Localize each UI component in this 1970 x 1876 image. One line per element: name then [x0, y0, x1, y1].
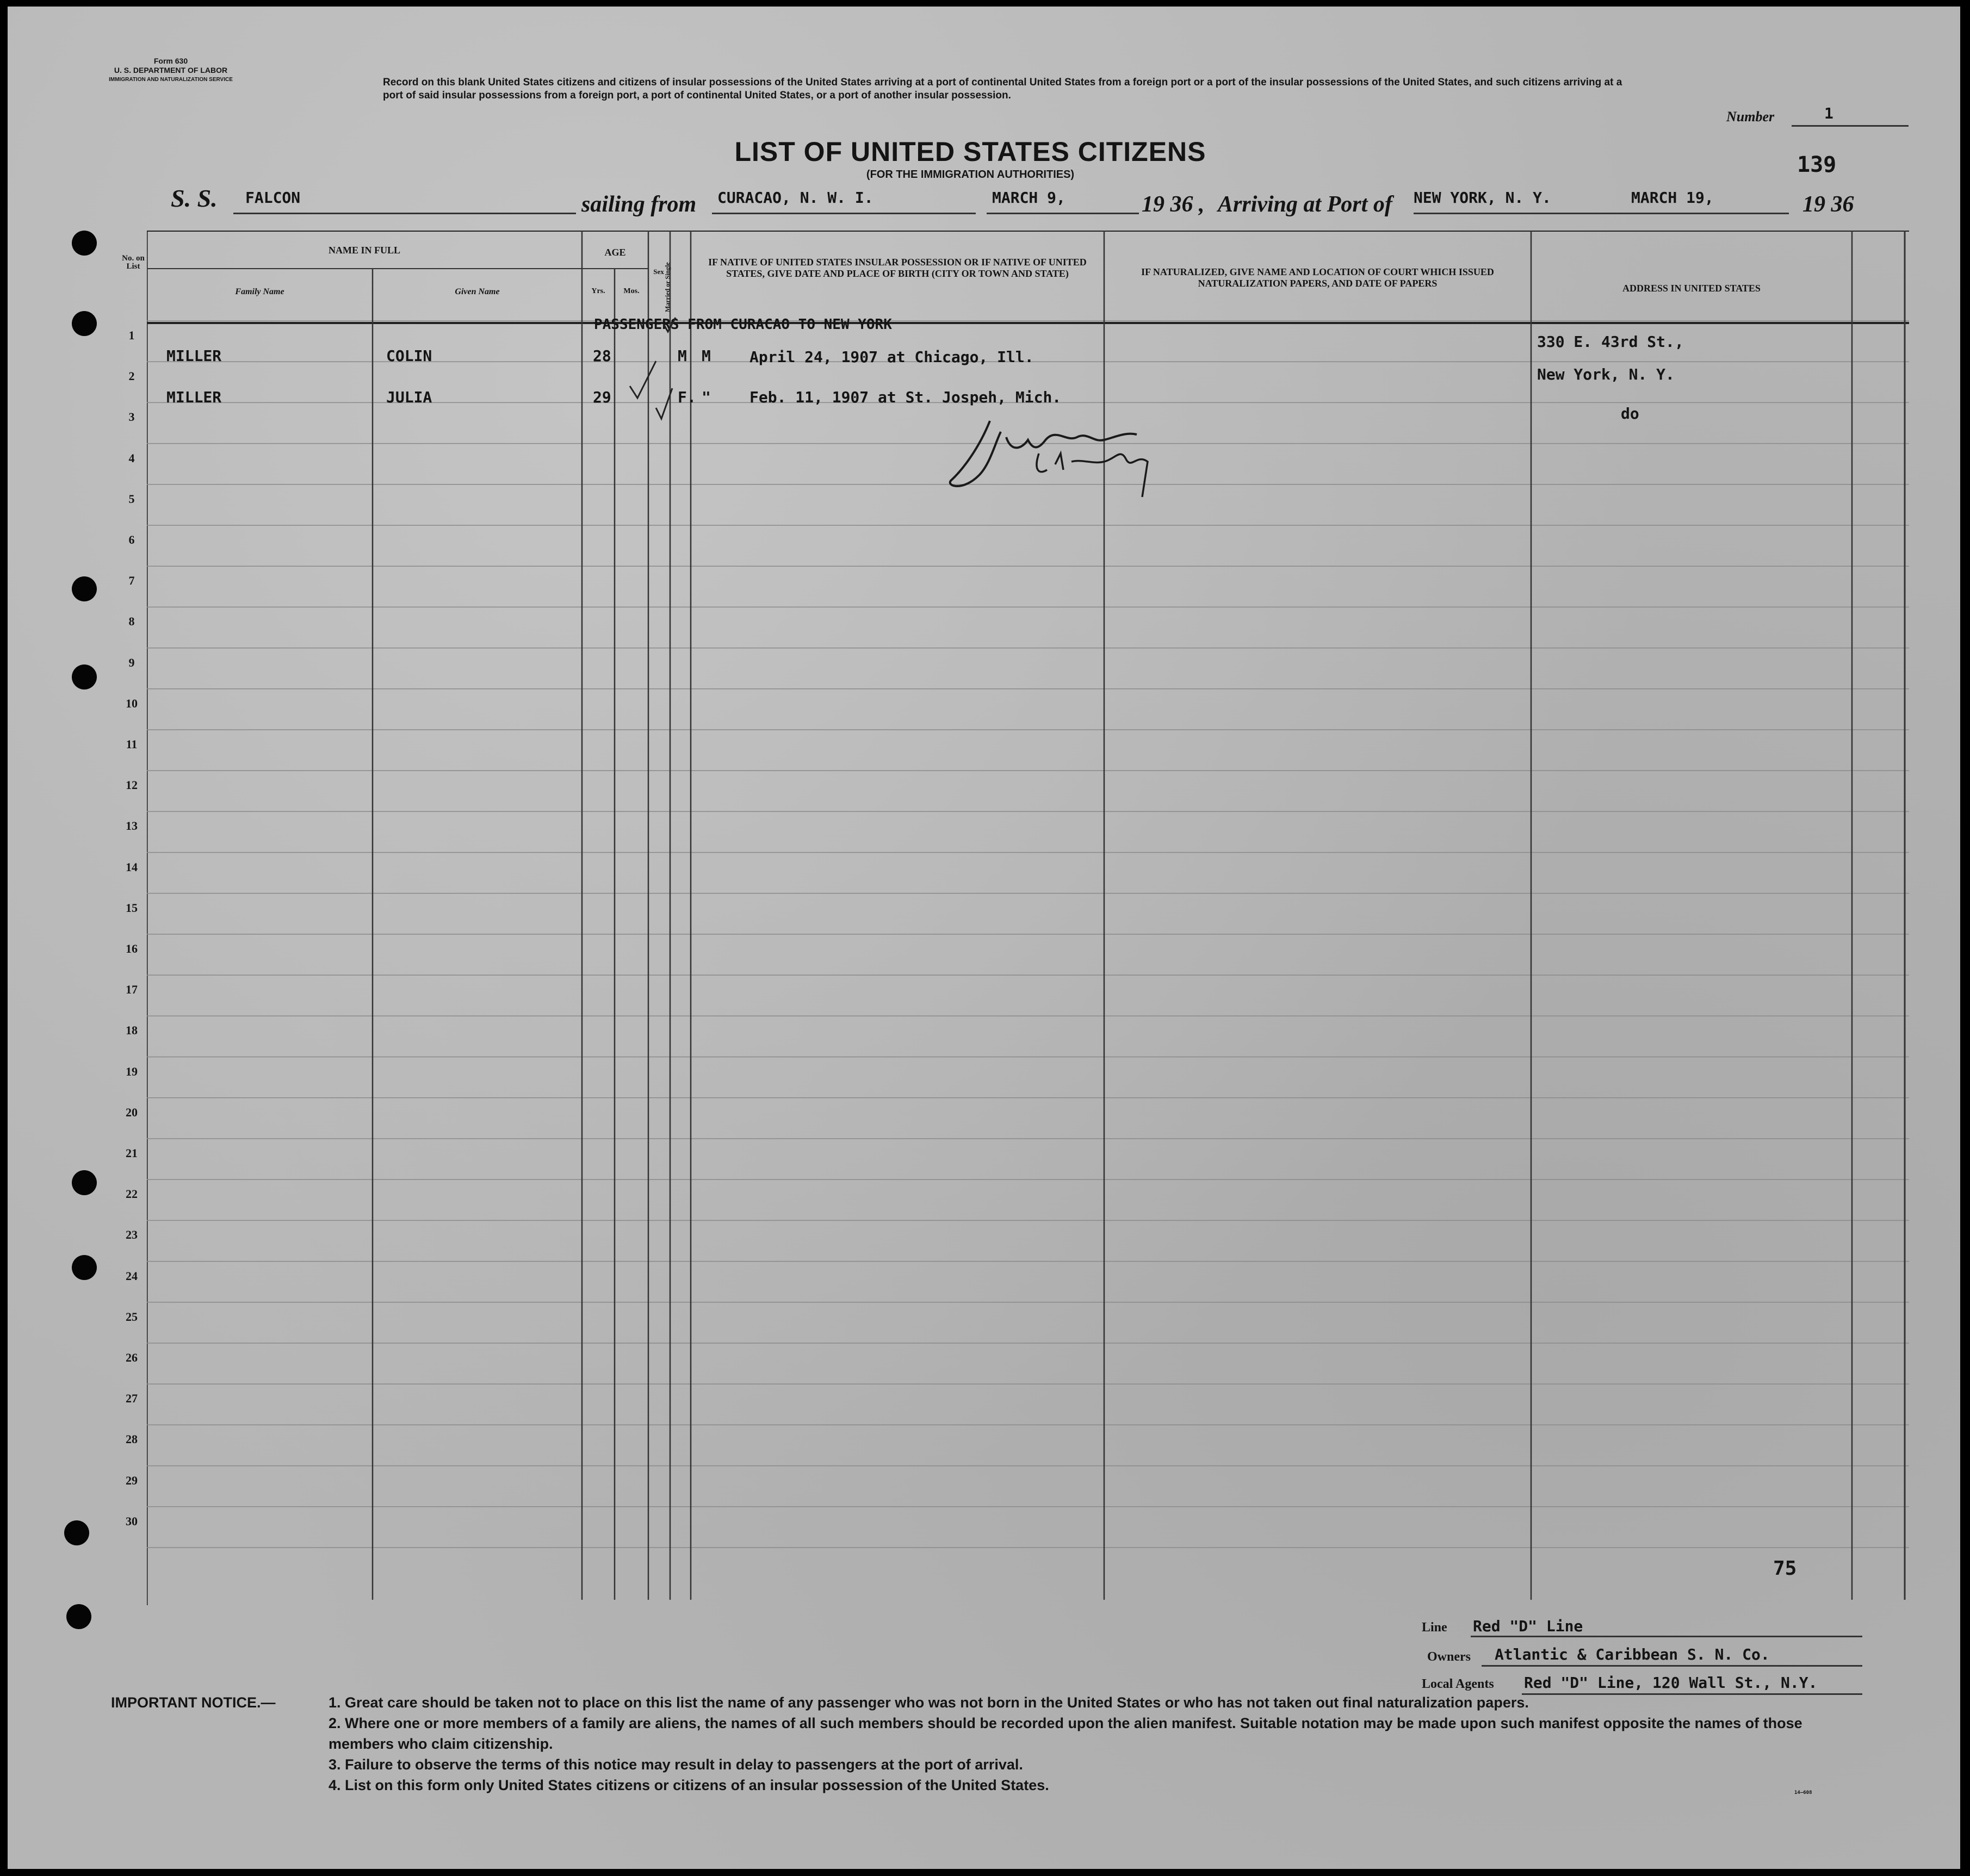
- number-field: [1792, 104, 1909, 127]
- row-number: 4: [128, 451, 135, 465]
- row-number: 25: [126, 1309, 138, 1324]
- form-subtitle: (FOR THE IMMIGRATION AUTHORITIES): [866, 169, 1075, 181]
- form-identification: [89, 57, 252, 84]
- family-name-cell: MILLER: [166, 347, 222, 365]
- notice-item-3: 3. Failure to observe the terms of this notice may result in delay to passengers at the port of arrival.: [329, 1756, 1023, 1773]
- departure-port-field: [712, 189, 976, 214]
- row-number: 15: [126, 900, 138, 915]
- check-marks: [625, 312, 685, 426]
- arrival-year: 19 36: [1802, 192, 1854, 217]
- punch-hole: [64, 1520, 89, 1545]
- number-label: Number: [1726, 109, 1775, 125]
- line-value: Red "D" Line: [1473, 1617, 1583, 1635]
- notice-heading: IMPORTANT NOTICE.—: [111, 1694, 276, 1711]
- department-line: U. S. DEPARTMENT OF LABOR: [114, 66, 228, 74]
- manifest-table: [122, 231, 1909, 1611]
- punch-hole: [66, 1604, 91, 1629]
- local-agents-label: Local Agents: [1422, 1677, 1494, 1691]
- sailing-from-label: sailing from: [581, 192, 697, 217]
- notice-item-1: 1. Great care should be taken not to place on this list the name of any passenger who was not born in the United States or who has not taken out final naturalization papers.: [329, 1694, 1529, 1711]
- punch-hole: [72, 1170, 97, 1195]
- number-value: 1: [1824, 104, 1833, 122]
- row-number: 9: [128, 655, 135, 669]
- departure-port: CURACAO, N. W. I.: [717, 189, 874, 207]
- row-number: 22: [126, 1187, 138, 1201]
- header-given-name: Given Name: [455, 287, 500, 296]
- header-address: ADDRESS IN UNITED STATES: [1622, 283, 1761, 294]
- row-number: 5: [128, 492, 135, 506]
- header-family-name: Family Name: [235, 287, 284, 296]
- notice-item-4: 4. List on this form only United States citizens or citizens of an insular possession of the United States.: [329, 1777, 1049, 1793]
- age-years-cell: 29: [593, 388, 611, 406]
- row-number: 24: [126, 1269, 138, 1283]
- vessel-field: [233, 189, 576, 214]
- owners-value: Atlantic & Caribbean S. N. Co.: [1495, 1645, 1770, 1663]
- row-number: 18: [126, 1023, 138, 1038]
- passenger-section-note: PASSENGERS FROM CURACAO TO NEW YORK: [594, 316, 892, 333]
- notice-item-2: 2. Where one or more members of a family are aliens, the names of all such members should be recorded upon the alien manifest. Suitable notation may be made upon such manifest opposite the names of those members who claim citizenship.: [329, 1715, 1802, 1752]
- row-number: 2: [128, 369, 135, 383]
- marital-status-cell: ": [702, 388, 711, 406]
- row-number: 17: [126, 983, 138, 997]
- birth-info-cell: Feb. 11, 1907 at St. Jospeh, Mich.: [749, 388, 1062, 406]
- line-field: [1471, 1618, 1862, 1637]
- row-number: 7: [128, 574, 135, 588]
- service-line: IMMIGRATION AND NATURALIZATION SERVICE: [109, 77, 233, 83]
- owners-field: [1482, 1647, 1862, 1667]
- line-label: Line: [1422, 1620, 1447, 1635]
- row-number: 30: [126, 1514, 138, 1528]
- row-number: 14: [126, 860, 138, 874]
- row-number: 8: [128, 614, 135, 629]
- manifest-page: [8, 7, 1960, 1869]
- punch-hole: [72, 1255, 97, 1280]
- inspector-signature: [946, 410, 1175, 519]
- header-naturalization: IF NATURALIZED, GIVE NAME AND LOCATION OF COURT WHICH ISSUED NATURALIZATION PAPERS, AND DATE OF PAPERS: [1141, 266, 1494, 289]
- header-number-on-list: No. on List: [122, 254, 145, 271]
- punch-hole: [72, 231, 97, 256]
- ss-label: S. S.: [171, 184, 218, 212]
- form-instructions: Record on this blank United States citizens and citizens of insular possessions of the United States arriving at a port of continental United States from a foreign port or a port of the insular possessions of the United States, and such citizens arriving at a port of said insular possessions from a foreign port, a port of continental United States, or a port of another insular possession.: [383, 77, 1622, 101]
- punch-hole: [72, 664, 97, 689]
- age-years-cell: 28: [593, 347, 611, 365]
- departure-date-field: [987, 189, 1139, 214]
- marital-status-cell: M: [702, 347, 711, 365]
- address-line-1: 330 E. 43rd St.,: [1537, 333, 1684, 351]
- header-months: Mos.: [623, 287, 640, 295]
- row-number: 16: [126, 942, 138, 955]
- address-ditto: do: [1621, 405, 1639, 423]
- arriving-label: Arriving at Port of: [1218, 192, 1392, 217]
- row-number: 23: [126, 1228, 138, 1242]
- vessel-name: FALCON: [245, 189, 301, 207]
- row-number: 10: [126, 696, 138, 710]
- punch-hole: [72, 311, 97, 336]
- address-line-2: New York, N. Y.: [1537, 365, 1675, 383]
- form-title: LIST OF UNITED STATES CITIZENS: [734, 136, 1206, 167]
- page-count-note: 75: [1773, 1557, 1797, 1580]
- header-age: AGE: [604, 247, 626, 258]
- given-name-cell: JULIA: [386, 388, 432, 406]
- stamp-number: 139: [1797, 152, 1837, 177]
- arrival-port: NEW YORK, N. Y.: [1414, 189, 1551, 207]
- row-number: 13: [126, 819, 138, 833]
- sex-cell: F.: [678, 388, 696, 406]
- row-number: 3: [128, 410, 135, 424]
- row-number: 28: [126, 1432, 138, 1446]
- sex-cell: M: [678, 347, 687, 365]
- header-sex: Sex: [653, 268, 664, 276]
- local-agents-value: Red "D" Line, 120 Wall St., N.Y.: [1524, 1674, 1818, 1692]
- departure-year: 19 36 ,: [1142, 192, 1205, 217]
- header-married-or-single: Married or Single: [664, 262, 671, 312]
- row-number: 27: [126, 1392, 138, 1406]
- header-name-in-full: NAME IN FULL: [328, 245, 400, 256]
- arrival-date: MARCH 19,: [1631, 189, 1714, 207]
- row-number: 20: [126, 1105, 138, 1119]
- row-number: 11: [126, 737, 138, 751]
- row-number: 19: [126, 1064, 138, 1078]
- arrival-field: [1414, 189, 1789, 214]
- given-name-cell: COLIN: [386, 347, 432, 365]
- row-number: 29: [126, 1473, 138, 1487]
- row-number: 12: [126, 778, 138, 792]
- row-number: 1: [128, 328, 135, 342]
- birth-info-cell: April 24, 1907 at Chicago, Ill.: [749, 348, 1034, 366]
- row-number: 26: [126, 1351, 138, 1364]
- row-number: 21: [126, 1146, 138, 1160]
- punch-hole: [72, 576, 97, 601]
- header-years: Yrs.: [591, 287, 605, 295]
- print-code: 14—608: [1794, 1790, 1812, 1796]
- table-row: [147, 388, 1909, 410]
- family-name-cell: MILLER: [166, 388, 222, 406]
- header-birth-info: IF NATIVE OF UNITED STATES INSULAR POSSESSION OR IF NATIVE OF UNITED STATES, GIVE DATE AND PLACE OF BIRTH (CITY OR TOWN AND STATE): [708, 257, 1087, 279]
- owners-label: Owners: [1427, 1650, 1471, 1664]
- form-number: Form 630: [153, 57, 188, 65]
- row-number: 6: [128, 533, 135, 546]
- departure-date: MARCH 9,: [992, 189, 1065, 207]
